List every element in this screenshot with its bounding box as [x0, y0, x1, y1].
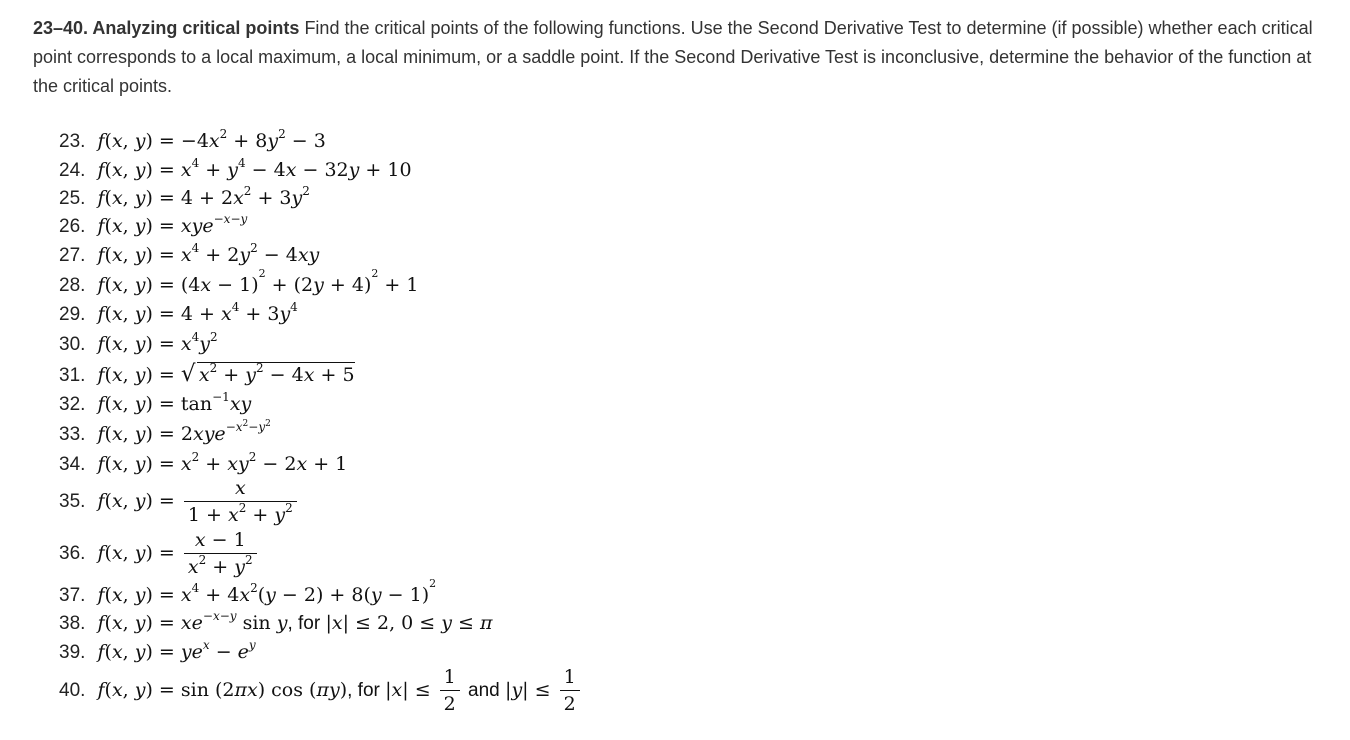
function-definition: f(x, $y) = x^4 + 2y^2 - 4xy$ [97, 241, 320, 266]
problem-number: 37. [59, 585, 86, 606]
square-root: √ $x^2 + y^2 - 4x + 5$ [180, 361, 355, 387]
function-definition: f(x, y) = 2xye$^{-x^2-y^2}$ [97, 419, 271, 445]
fraction: $\frac{x - 1}{x^2 + y^2}$ [184, 529, 257, 578]
problem-number: 23. [59, 131, 86, 152]
problem-31 [59, 361, 355, 387]
problem-number: 35. [59, 490, 86, 512]
problem-number: 36. [59, 542, 86, 564]
problem-35 [59, 477, 300, 526]
problem-number: 28. [59, 275, 86, 296]
function-definition: f(x, $y) = x^4 + y^4 - 4x - 32y + 10$ [97, 156, 412, 181]
problem-number: 32. [59, 394, 86, 415]
problem-25 [59, 184, 310, 210]
function-definition: f(x, y) = sin (2πx) cos (πy), for |x| ≤ $\frac{1}{2}$ and |y| ≤ $\frac{1}{2}$ [97, 679, 582, 701]
problem-38 [59, 609, 493, 635]
function-definition: f(x, $y) = -4x^2 + 8y^2 - 3$ [97, 127, 326, 152]
problem-number: 31. [59, 365, 86, 386]
function-definition: f(x, $y) = (4x - 1)^2 + (2y + 4)^2 + 1$ [97, 267, 419, 296]
problem-number: 34. [59, 454, 86, 475]
function-definition: f(x, $y) = x^4y^2$ [97, 330, 218, 355]
problem-number: 27. [59, 245, 86, 266]
section-heading: 23–40. Analyzing critical points [33, 18, 300, 38]
function-definition: f(x, $y) = 4 + 2x^2 + 3y^2$ [97, 184, 310, 209]
problem-37 [59, 577, 437, 607]
problem-number: 25. [59, 188, 86, 209]
problem-33 [59, 419, 271, 446]
function-definition: f(x, y) = $\frac{x}{1 + x^2 + y^2}$ [97, 490, 299, 512]
fraction: $\frac{1}{2}$ [560, 666, 580, 715]
function-definition: f(x, $y) = x^4 + 4x^2(y - 2) + 8(y - 1)^2$ [97, 577, 437, 606]
problem-30 [59, 330, 218, 356]
function-definition: f(x, $y) = xe^{-x-y}$ sin y, for |x| ≤ 2, 0 ≤ y ≤ π [97, 609, 493, 634]
function-definition: f(x, $y) = 4 + x^4 + 3y^4$ [97, 300, 298, 325]
problem-number: 29. [59, 304, 86, 325]
problem-number: 30. [59, 334, 86, 355]
instructions-text: Find the critical points of the following functions. Use the Second Derivative Test to determine (if possible) whether each critical point corresponds to a local maximum, a local minimum, or a saddle point. If the Second Derivative Test is inconclusive, determine the behavior of the function at the critical points. [33, 18, 1313, 96]
problem-34 [59, 450, 348, 476]
problem-number: 24. [59, 160, 86, 181]
problem-number: 39. [59, 642, 86, 663]
problem-26 [59, 212, 248, 238]
problem-29 [59, 300, 298, 326]
problem-number: 26. [59, 216, 86, 237]
problem-27 [59, 241, 320, 267]
problem-28 [59, 267, 419, 297]
function-definition: f(x, $y) = ye^x - e^y$ [97, 638, 256, 663]
function-definition: f(x, y) = xye$^{-x-y}$ [97, 212, 248, 237]
problem-number: 33. [59, 424, 86, 445]
problem-24 [59, 156, 412, 182]
problem-39 [59, 638, 256, 664]
fraction: $\frac{x}{1 + x^2 + y^2}$ [184, 477, 297, 526]
function-definition: f(x, $y) = x^2 + xy^2 - 2x + 1$ [97, 450, 348, 475]
problem-number: 40. [59, 679, 86, 701]
problem-40 [59, 666, 583, 715]
problem-number: 38. [59, 613, 86, 634]
function-definition: f(x, y) = $\frac{x - 1}{x^2 + y^2}$ [97, 542, 259, 564]
function-definition: f(x, $y) = \tan^{-1}xy$ [97, 390, 252, 415]
fraction: $\frac{1}{2}$ [440, 666, 460, 715]
problem-36 [59, 529, 260, 578]
function-definition: f(x, y) = √ $x^2 + y^2 - 4x + 5$ [97, 361, 355, 387]
problem-23 [59, 127, 326, 153]
problem-set-instructions [33, 14, 1323, 101]
problem-32 [59, 390, 252, 416]
